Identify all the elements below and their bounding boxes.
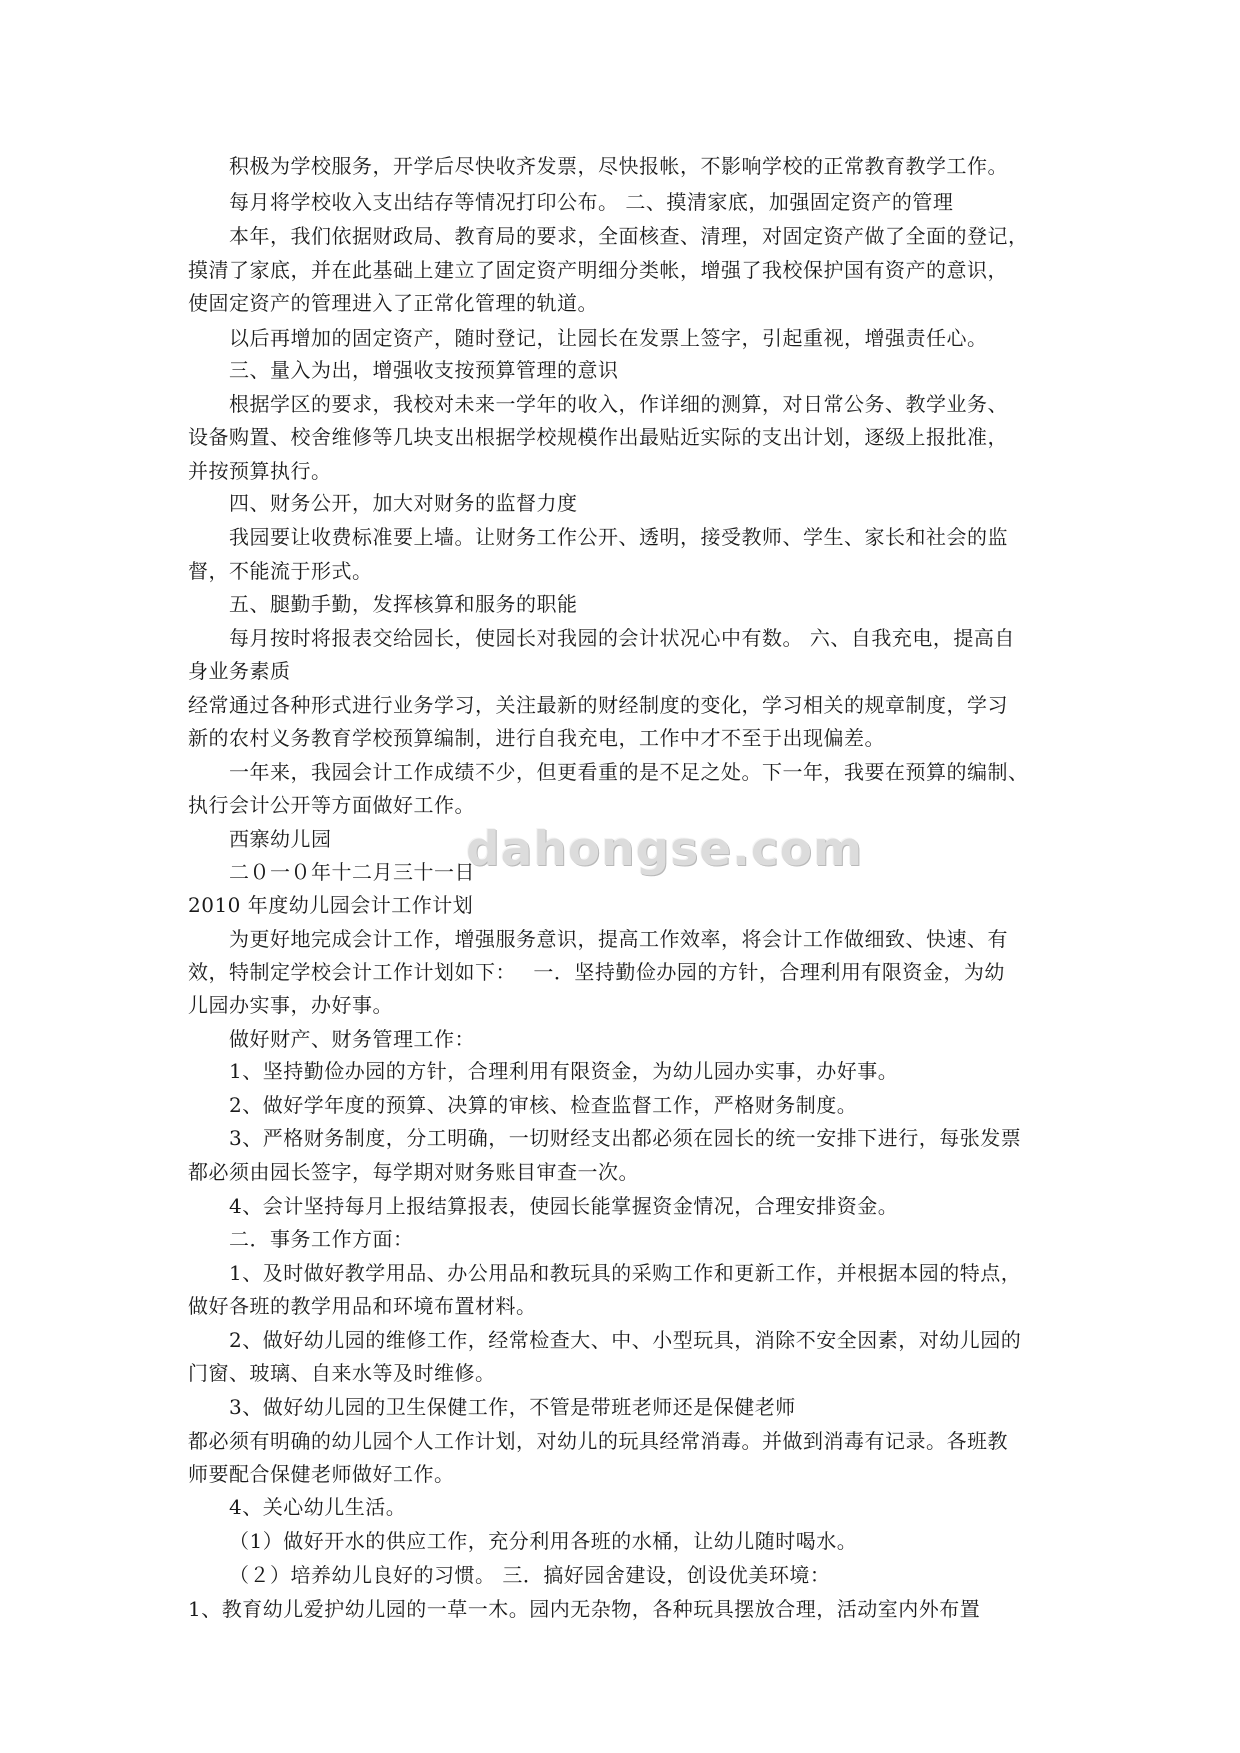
text-line: （２）培养幼儿良好的习惯。 三．搞好园舍建设，创设优美环境： <box>229 1563 831 1587</box>
section-heading: 三、量入为出，增强收支按预算管理的意识 <box>229 358 619 382</box>
text-line: 为更好地完成会计工作，增强服务意识，提高工作效率，将会计工作做细致、快速、有 <box>229 927 1008 951</box>
text-line: 儿园办实事，办好事。 <box>188 993 393 1017</box>
text-line: 设备购置、校舍维修等几块支出根据学校规模作出最贴近实际的支出计划，逐级上报批准， <box>188 425 1008 449</box>
text-line: 2、做好幼儿园的维修工作，经常检查大、中、小型玩具，消除不安全因素，对幼儿园的 <box>229 1328 1022 1352</box>
text-line: 经常通过各种形式进行业务学习，关注最新的财经制度的变化，学习相关的规章制度，学习 <box>188 693 1008 717</box>
text-line: 我园要让收费标准要上墙。让财务工作公开、透明，接受教师、学生、家长和社会的监 <box>229 525 1008 549</box>
text-line: 使固定资产的管理进入了正常化管理的轨道。 <box>188 291 598 315</box>
text-line: 1、教育幼儿爱护幼儿园的一草一木。园内无杂物，各种玩具摆放合理，活动室内外布置 <box>188 1597 981 1621</box>
text-line: 督，不能流于形式。 <box>188 559 373 583</box>
text-line: 门窗、玻璃、自来水等及时维修。 <box>188 1361 496 1385</box>
text-line: 4、会计坚持每月上报结算报表，使园长能掌握资金情况，合理安排资金。 <box>229 1194 899 1218</box>
text-line: 积极为学校服务，开学后尽快收齐发票，尽快报帐，不影响学校的正常教育教学工作。 <box>229 154 1008 178</box>
text-line: 效，特制定学校会计工作计划如下： 一．坚持勤俭办园的方针，合理利用有限资金，为幼 <box>188 960 1005 984</box>
text-line: 做好财产、财务管理工作： <box>229 1027 475 1051</box>
text-line: 都必须有明确的幼儿园个人工作计划，对幼儿的玩具经常消毒。并做到消毒有记录。各班教 <box>188 1429 1008 1453</box>
document-title: 2010 年度幼儿园会计工作计划 <box>188 893 474 917</box>
text-line: 本年，我们依据财政局、教育局的要求，全面核查、清理，对固定资产做了全面的登记， <box>229 224 1029 248</box>
text-line: 4、关心幼儿生活。 <box>229 1495 407 1519</box>
text-line: 每月将学校收入支出结存等情况打印公布。 二、摸清家底，加强固定资产的管理 <box>229 190 954 214</box>
section-heading: 五、腿勤手勤，发挥核算和服务的职能 <box>229 592 578 616</box>
section-heading: 二．事务工作方面： <box>229 1227 414 1251</box>
text-line: 并按预算执行。 <box>188 459 332 483</box>
text-line: 1、坚持勤俭办园的方针，合理利用有限资金，为幼儿园办实事，办好事。 <box>229 1059 899 1083</box>
text-line: 3、做好幼儿园的卫生保健工作，不管是带班老师还是保健老师 <box>229 1395 796 1419</box>
text-line: （1）做好开水的供应工作，充分利用各班的水桶，让幼儿随时喝水。 <box>229 1529 858 1553</box>
watermark: dahongse.com <box>466 822 864 877</box>
signature-org: 西寨幼儿园 <box>229 827 332 851</box>
text-line: 都必须由园长签字，每学期对财务账目审查一次。 <box>188 1160 639 1184</box>
text-line: 根据学区的要求，我校对未来一学年的收入，作详细的测算，对日常公务、教学业务、 <box>229 392 1008 416</box>
text-line: 每月按时将报表交给园长，使园长对我园的会计状况心中有数。 六、自我充电，提高自 <box>229 626 1015 650</box>
text-line: 执行会计公开等方面做好工作。 <box>188 793 475 817</box>
text-line: 2、做好学年度的预算、决算的审核、检查监督工作，严格财务制度。 <box>229 1093 858 1117</box>
text-line: 新的农村义务教育学校预算编制，进行自我充电，工作中才不至于出现偏差。 <box>188 726 885 750</box>
text-line: 身业务素质 <box>188 659 291 683</box>
signature-date: 二０一０年十二月三十一日 <box>229 860 475 884</box>
text-line: 一年来，我园会计工作成绩不少，但更看重的是不足之处。下一年，我要在预算的编制、 <box>229 760 1029 784</box>
text-line: 摸清了家底，并在此基础上建立了固定资产明细分类帐，增强了我校保护国有资产的意识， <box>188 258 1008 282</box>
section-heading: 四、财务公开，加大对财务的监督力度 <box>229 491 578 515</box>
text-line: 1、及时做好教学用品、办公用品和教玩具的采购工作和更新工作，并根据本园的特点， <box>229 1261 1022 1285</box>
text-line: 3、严格财务制度，分工明确，一切财经支出都必须在园长的统一安排下进行，每张发票 <box>229 1126 1022 1150</box>
text-line: 以后再增加的固定资产，随时登记，让园长在发票上签字，引起重视，增强责任心。 <box>229 326 988 350</box>
text-line: 做好各班的教学用品和环境布置材料。 <box>188 1294 537 1318</box>
text-line: 师要配合保健老师做好工作。 <box>188 1462 455 1486</box>
